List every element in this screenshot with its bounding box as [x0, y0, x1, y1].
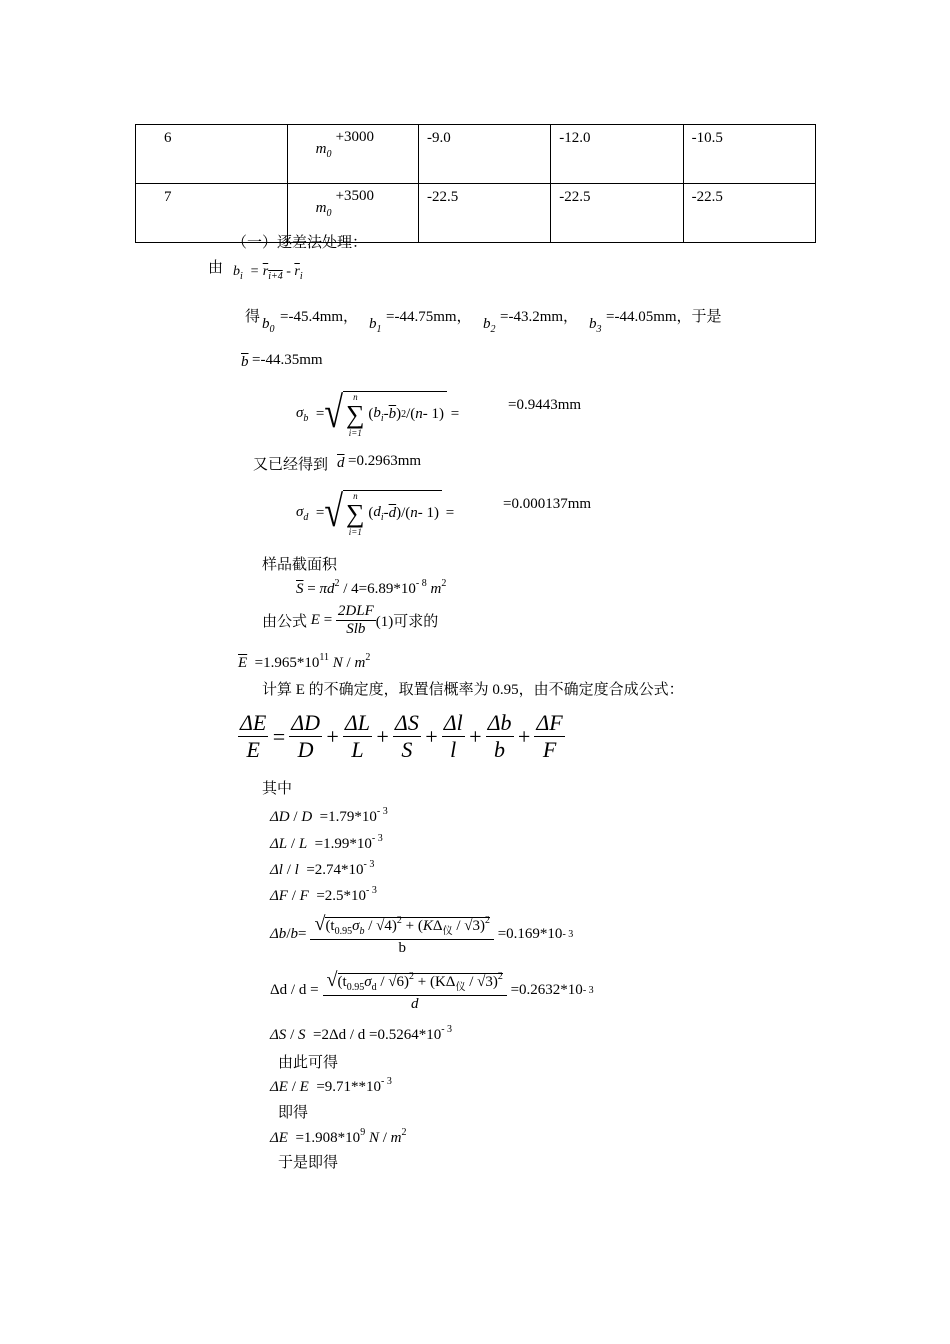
text-qizhong: 其中 [262, 781, 293, 797]
formula-E-value: $\overline{E} =1.965*10^{11}$ N / $m^2$ [238, 652, 371, 671]
formula-dF: $\Delta F / F =2.5*10^{- 3}$ [270, 885, 377, 904]
table-cell-index: 7 [136, 184, 288, 243]
formula-E: 由公式 E = $\frac{\text{2DLF}}{\text{Slb}}$ (1)可求的 [262, 603, 439, 637]
formula-dl: $\Delta l / l =2.74*10^{- 3}$ [270, 859, 375, 878]
symbol-b2: $b_2$ [483, 316, 496, 335]
section-heading: （一）逐差法处理： [232, 235, 368, 251]
mass-symbol: $m_0$ [315, 200, 332, 219]
table-cell-index: 6 [136, 125, 288, 184]
symbol-dbar: $\overline{d}$ [337, 455, 345, 471]
text-you: 由 [208, 260, 224, 276]
value-dbar: =0.2963mm [348, 453, 422, 469]
text-yushi: 于是即得 [278, 1155, 339, 1171]
mass-symbol: $m_0$ [315, 141, 332, 160]
table-cell: -22.5 [683, 184, 815, 243]
formula-dL: $\Delta L / L =1.99*10^{- 3}$ [270, 833, 383, 852]
symbol-bbar: $\overline{b}$ [241, 354, 249, 370]
symbol-b0: $b_0$ [262, 316, 275, 335]
measurement-table [135, 124, 816, 243]
value-sigma-d: =0.000137mm [503, 496, 592, 512]
value-bbar: =-44.35mm [252, 352, 323, 368]
value-b1: =-44.75mm， [386, 309, 472, 325]
formula-db: Δb / b = $\frac{√(t_{0.95}\sigma_b / √4)^2 + (K\Delta_仪 / √3)^2}{b}$ =0.169*10 - 3 [270, 913, 574, 956]
table-cell: -9.0 [418, 125, 550, 184]
text-de: 得 [245, 309, 261, 325]
symbol-b1: $b_1$ [369, 316, 382, 335]
text-uncertainty: 计算 E 的不确定度，取置信概率为 0.95，由不确定度合成公式： [262, 682, 684, 698]
value-b2: =-43.2mm， [500, 309, 579, 325]
value-b0: =-45.4mm， [280, 309, 359, 325]
symbol-b3: $b_3$ [589, 316, 602, 335]
formula-dS: $\Delta S / S =2\Delta d / d =0.5264*10^{- 3}$ [270, 1024, 453, 1043]
table-cell: -22.5 [551, 184, 683, 243]
value-b3: =-44.05mm，于是 [606, 309, 722, 325]
formula-uncertainty-synthesis: $\frac{\Delta E}{E}$ = $\frac{\Delta D}{D}$ + $\frac{\Delta L}{L}$ + $\frac{\Delta S}{S}$ + $\frac{\Delta l}{l}$ + $\frac{\Delta b}{b}$ + $\frac{\Delta F}{F}$ [240, 710, 563, 762]
load-value: +3500 [335, 188, 375, 204]
formula-dD: $\Delta D / D =1.79*10^{- 3}$ [270, 806, 388, 825]
text-jide: 即得 [278, 1105, 309, 1121]
table-cell: -10.5 [683, 125, 815, 184]
formula-sigma-b: $\sigma_b$ = √ n ∑ i=1 ( $b_i$ - $\overline{b}$ ) 2 /( n - 1) = [296, 389, 460, 438]
table-cell: -22.5 [418, 184, 550, 243]
formula-dE-abs: $\Delta E =1.908*10^9$ N / $m^2$ [270, 1127, 407, 1146]
value-sigma-b: =0.9443mm [508, 397, 582, 413]
text-area-label: 样品截面积 [262, 557, 338, 573]
formula-area: $\overline{S} = \pi d^2 / 4=6.89*10^{- 8}$ $m^2$ [296, 578, 447, 597]
formula-sigma-d: $\sigma_d$ = √ n ∑ i=1 ( $d_i$ - $\overline{d}$ )/( n - 1) = [296, 488, 455, 537]
formula-dE-rel: $\Delta E / E =9.71**10^{- 3}$ [270, 1076, 392, 1095]
table-cell: -12.0 [551, 125, 683, 184]
table-row [136, 125, 816, 184]
table-cell-load [287, 125, 418, 184]
text-cibi: 由此可得 [278, 1055, 339, 1071]
load-value: +3000 [335, 129, 375, 145]
formula-dd: Δd / d = $\frac{√(t_{0.95}\sigma_d / √6)^2 + (K\Delta_仪 / √3)^2}{d}$ =0.2632*10 - 3 [270, 969, 594, 1012]
text-got-d: 又已经得到 [253, 457, 329, 473]
formula-bi: $b_i = r_{i+4} - \overline{r}_i$ [233, 264, 303, 282]
